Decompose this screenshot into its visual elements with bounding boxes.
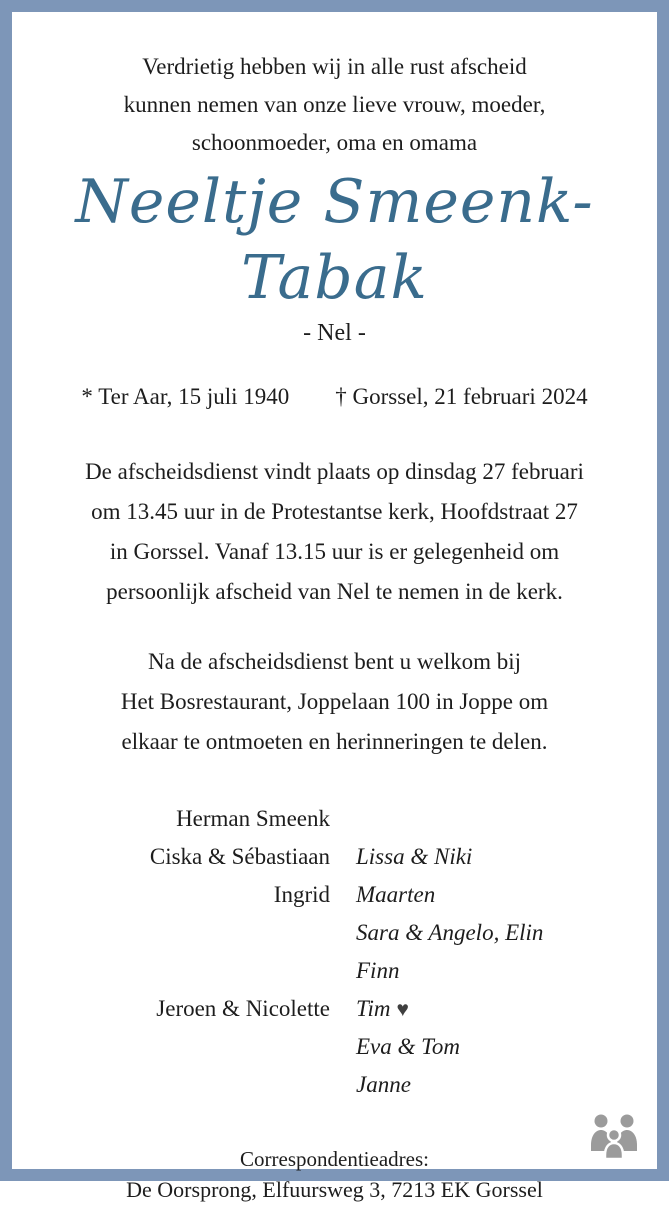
intro-line-3: schoonmoeder, oma en omama (191, 130, 478, 155)
intro-text (12, 48, 657, 162)
correspondence-label: Correspondentieadres: (240, 1147, 429, 1171)
family-left (12, 914, 330, 952)
family-right: Maarten (356, 882, 436, 907)
intro-line-2: kunnen nemen van onze lieve vrouw, moeder, (123, 92, 546, 117)
life-dates (12, 382, 657, 412)
service-paragraph (12, 452, 657, 612)
correspondence-address: De Oorsprong, Elfuursweg 3, 7213 EK Gorssel (126, 1177, 543, 1202)
family-right: Eva & Tom (356, 1034, 460, 1059)
service-line-3: in Gorssel. Vanaf 13.15 uur is er gelegenheid om (109, 539, 560, 564)
family-right (356, 990, 657, 1028)
service-line-1: De afscheidsdienst vindt plaats op dinsdag 27 februari (85, 459, 584, 484)
family-left: Herman Smeenk (176, 806, 330, 831)
family-right: Finn (356, 958, 400, 983)
family-right: Lissa & Niki (356, 844, 473, 869)
family-left (12, 952, 330, 990)
family-figures-logo-icon (587, 1111, 641, 1161)
gathering-line-3: elkaar te ontmoeten en herinneringen te delen. (121, 729, 548, 754)
family-list (12, 800, 657, 1104)
family-left: Ciska & Sébastiaan (149, 844, 330, 869)
gathering-paragraph (12, 642, 657, 762)
heart-icon: ♥ (396, 997, 409, 1021)
family-right-name: Tim (356, 996, 391, 1021)
intro-line-1: Verdrietig hebben wij in alle rust afscheid (142, 54, 527, 79)
deceased-name: Neeltje Smeenk-Tabak (75, 167, 594, 313)
death-date: † Gorssel, 21 februari 2024 (335, 384, 588, 409)
family-right: Sara & Angelo, Elin (356, 920, 544, 945)
family-left: Jeroen & Nicolette (156, 996, 330, 1021)
deceased-nickname: - Nel - (303, 320, 366, 346)
birth-date: * Ter Aar, 15 juli 1940 (81, 384, 290, 409)
service-line-4: persoonlijk afscheid van Nel te nemen in de kerk. (106, 579, 563, 604)
correspondence-block (12, 1144, 657, 1206)
family-left (12, 1028, 330, 1066)
gathering-line-1: Na de afscheidsdienst bent u welkom bij (147, 649, 522, 674)
family-right: Janne (356, 1072, 411, 1097)
family-left (12, 1066, 330, 1104)
gathering-line-2: Het Bosrestaurant, Joppelaan 100 in Joppe om (120, 689, 549, 714)
family-left: Ingrid (273, 882, 330, 907)
family-right (356, 800, 657, 838)
service-line-2: om 13.45 uur in de Protestantse kerk, Hoofdstraat 27 (91, 499, 578, 524)
